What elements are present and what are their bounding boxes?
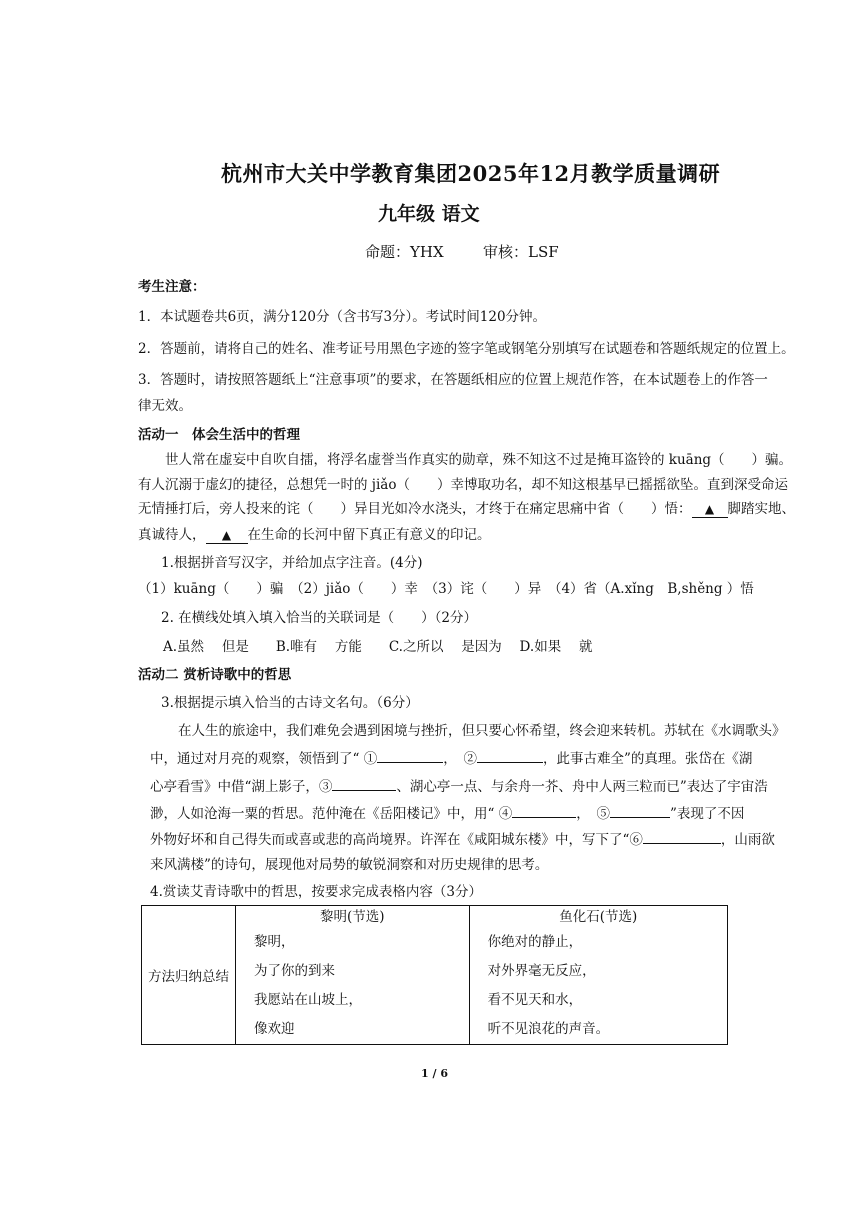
question-3: 3.根据提示填入恰当的古诗文名句。（6分） bbox=[161, 695, 419, 711]
q3-line3-part-a: 心亭看雪》中借“湖上影子，③ bbox=[150, 779, 333, 795]
answer-blank-q3-1[interactable] bbox=[377, 762, 443, 763]
notice-item-3-line2: 律无效。 bbox=[138, 398, 192, 414]
poem2-line: 听不见浪花的声音。 bbox=[487, 1021, 610, 1037]
question-4: 4.赏读艾青诗歌中的哲思，按要求完成表格内容（3分） bbox=[150, 884, 482, 900]
q3-passage-line2 bbox=[150, 753, 752, 767]
triangle-icon: ▲ bbox=[221, 528, 232, 542]
poem2-line: 对外界毫无反应， bbox=[487, 963, 596, 979]
answer-blank-2[interactable] bbox=[206, 529, 248, 544]
q3-line3-part-b: 、湖心亭一点、与余舟一芥、舟中人两三粒而已”表达了宇宙浩 bbox=[396, 779, 768, 795]
question-1: 1.根据拼音写汉字，并给加点字注音。(4分) bbox=[161, 555, 423, 571]
method-summary-label: 方法归纳总结 bbox=[148, 969, 229, 985]
poem2-line: 看不见天和水， bbox=[487, 992, 583, 1008]
activity1-heading: 活动一 体会生活中的哲理 bbox=[138, 427, 300, 443]
q3-line2-part-a: 中，通过对月亮的观察，领悟到了“ ① bbox=[150, 751, 378, 767]
activity1-line3-text: 无情捶打后，旁人投来的诧（ ）异目光如冷水浇头，才终于在痛定思痛中省（ ）悟： bbox=[138, 501, 692, 517]
poem1-line: 为了你的到来 bbox=[254, 963, 335, 979]
q3-passage-line3 bbox=[150, 781, 768, 795]
answer-blank-q3-6[interactable] bbox=[643, 843, 721, 844]
q3-line5-part-b: ，山雨欲 bbox=[720, 832, 775, 848]
question-2: 2. 在横线处填入填入恰当的关联词是（ ）（2分） bbox=[161, 610, 478, 626]
triangle-icon: ▲ bbox=[704, 502, 715, 516]
q3-line4-part-c: ”表现了不因 bbox=[669, 806, 745, 822]
question-2-options: A.虽然 但是 B.唯有 方能 C.之所以 是因为 D.如果 就 bbox=[163, 639, 593, 655]
activity2-heading: 活动二 赏析诗歌中的哲思 bbox=[138, 667, 292, 683]
poem2-title: 鱼化石(节选) bbox=[469, 906, 727, 929]
q3-passage-line6: 来风满楼”的诗句，展现他对局势的敏锐洞察和对历史规律的思考。 bbox=[150, 857, 549, 873]
q3-line2-part-b: ， ② bbox=[443, 751, 477, 767]
poem1-line: 像欢迎 bbox=[254, 1021, 295, 1037]
q3-passage-line1: 在人生的旅途中，我们难免会遇到困境与挫折，但只要心怀希望，终会迎来转机。苏轼在《水调歌头》 bbox=[178, 723, 786, 739]
answer-blank-q3-2[interactable] bbox=[477, 762, 543, 763]
activity1-paragraph-line2: 有人沉溺于虚幻的捷径，总想凭一时的 jiǎo（ ）幸博取功名，却不知这根基早已摇摇欲坠。直到深受命运 bbox=[138, 477, 788, 493]
poem1-line: 黎明， bbox=[254, 934, 295, 950]
q3-line5-part-a: 外物好坏和自己得失而或喜或悲的高尚境界。许浑在《咸阳城东楼》中，写下了“⑥ bbox=[150, 832, 643, 848]
poem1-line: 我愿站在山坡上， bbox=[254, 992, 362, 1008]
activity1-paragraph-line1: 世人常在虚妄中自吹自擂，将浮名虚誉当作真实的勋章，殊不知这不过是掩耳盗铃的 kuāng（ ）骗。 bbox=[165, 452, 793, 468]
q3-line2-part-c: ，此事古难全”的真理。张岱在《湖 bbox=[542, 751, 753, 767]
answer-blank-q3-3[interactable] bbox=[332, 790, 396, 791]
activity1-paragraph-line3 bbox=[138, 503, 795, 518]
question-1-items: （1）kuāng（ ）骗 （2）jiǎo（ ）幸 （3）诧（ ）异 （4）省（A.xǐng B,shěng ）悟 bbox=[138, 581, 754, 597]
method-summary-cell[interactable] bbox=[142, 906, 236, 1045]
page-number: 1 / 6 bbox=[421, 1067, 448, 1080]
page-subtitle: 九年级 语文 bbox=[378, 203, 480, 225]
poem-table bbox=[141, 905, 728, 1045]
answer-blank-1[interactable] bbox=[692, 503, 728, 518]
q3-passage-line5 bbox=[150, 834, 775, 848]
q3-line4-part-a: 渺，人如沧海一粟的哲思。范仲淹在《岳阳楼记》中，用“ ④ bbox=[150, 806, 513, 822]
poem1-body bbox=[236, 928, 470, 1045]
notice-item-1: 1．本试题卷共6页，满分120分（含书写3分）。考试时间120分钟。 bbox=[138, 309, 547, 325]
notice-item-3-line1: 3．答题时，请按照答题纸上“注意事项”的要求，在答题纸相应的位置上规范作答，在本试题卷上的作答一 bbox=[138, 372, 768, 388]
activity1-line3-end: 脚踏实地、 bbox=[727, 501, 795, 517]
page-title: 杭州市大关中学教育集团2025年12月教学质量调研 bbox=[221, 161, 721, 186]
answer-blank-q3-5[interactable] bbox=[610, 817, 670, 818]
activity1-paragraph-line4 bbox=[138, 529, 491, 544]
author-label: 命题：YHX bbox=[365, 243, 444, 261]
q3-line4-part-b: ， ⑤ bbox=[576, 806, 610, 822]
activity1-line4-end: 在生命的长河中留下真正有意义的印记。 bbox=[247, 527, 491, 543]
notice-item-2: 2．答题前，请将自己的姓名、准考证号用黑色字迹的签字笔或钢笔分别填写在试题卷和答题纸规定的位置上。 bbox=[138, 341, 795, 357]
notice-heading: 考生注意： bbox=[138, 279, 206, 295]
poem1-title: 黎明(节选) bbox=[236, 906, 470, 929]
reviewer-label: 审核：LSF bbox=[483, 243, 559, 261]
activity1-line4-start: 真诚待人， bbox=[138, 527, 206, 543]
q3-passage-line4 bbox=[150, 808, 744, 822]
poem2-body bbox=[469, 928, 727, 1045]
poem2-line: 你绝对的静止， bbox=[487, 934, 583, 950]
answer-blank-q3-4[interactable] bbox=[512, 817, 576, 818]
